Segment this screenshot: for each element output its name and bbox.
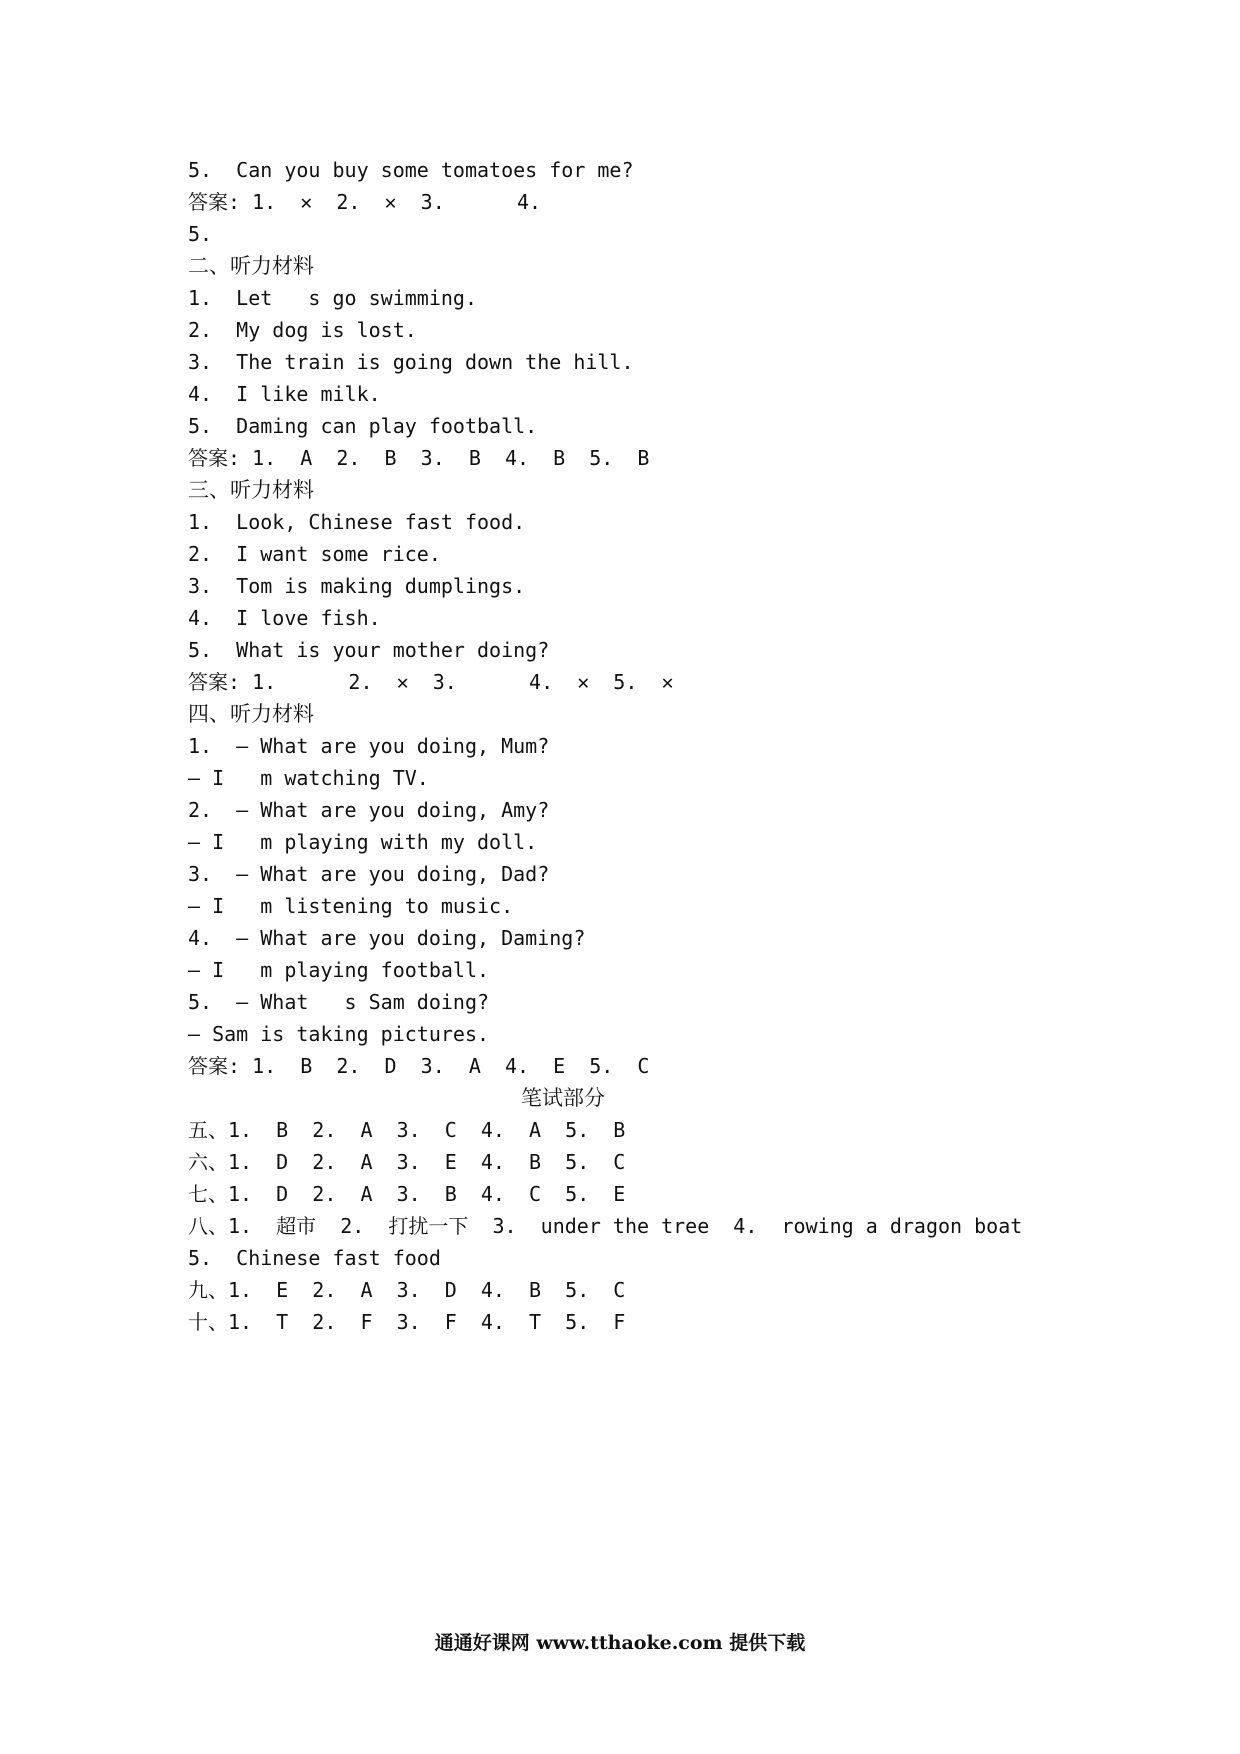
answer-line: 答案: 1. B 2. D 3. A 4. E 5. C <box>188 1054 650 1078</box>
answer-line: 答案: 1. 2. ✕ 3. 4. ✕ 5. ✕ <box>188 670 674 694</box>
listening-line: 2. I want some rice. <box>188 542 441 566</box>
listening-line: 4. I like milk. <box>188 382 381 406</box>
listening-line: 3. Tom is making dumplings. <box>188 574 526 598</box>
question-line: 5. Can you buy some tomatoes for me? <box>188 158 634 182</box>
answer-line-5: 五、1. B 2. A 3. C 4. A 5. B <box>188 1118 626 1142</box>
answer-document <box>188 154 1088 1338</box>
answer-line-9: 九、1. E 2. A 3. D 4. B 5. C <box>188 1278 626 1302</box>
listening-line: 3. The train is going down the hill. <box>188 350 634 374</box>
dialogue-line: 3. — What are you doing, Dad? <box>188 862 550 886</box>
dialogue-line: — I m playing with my doll. <box>188 830 538 854</box>
dialogue-line: 2. — What are you doing, Amy? <box>188 798 550 822</box>
listening-line: 5. What is your mother doing? <box>188 638 550 662</box>
dialogue-line: — I m watching TV. <box>188 766 429 790</box>
answer-line-7: 七、1. D 2. A 3. B 4. C 5. E <box>188 1182 626 1206</box>
dialogue-line: — Sam is taking pictures. <box>188 1022 490 1046</box>
page-footer: 通通好课网 www.tthaoke.com 提供下载 <box>434 1632 806 1654</box>
dialogue-line: — I m listening to music. <box>188 894 514 918</box>
dialogue-line: 1. — What are you doing, Mum? <box>188 734 550 758</box>
dialogue-line: 4. — What are you doing, Daming? <box>188 926 586 950</box>
listening-line: 5. Daming can play football. <box>188 414 538 438</box>
answer-line-10: 十、1. T 2. F 3. F 4. T 5. F <box>188 1310 626 1334</box>
answer-line-8: 八、1. 超市 2. 打扰一下 3. under the tree 4. rowing a dragon boat <box>188 1214 1023 1238</box>
listening-line: 4. I love fish. <box>188 606 381 630</box>
listening-line: 2. My dog is lost. <box>188 318 417 342</box>
listening-line: 1. Look, Chinese fast food. <box>188 510 526 534</box>
section-heading-4: 四、听力材料 <box>188 702 314 726</box>
answer-line: 答案: 1. ✕ 2. ✕ 3. 4. <box>188 190 542 214</box>
listening-line: 1. Let s go swimming. <box>188 286 477 310</box>
written-section-heading: 笔试部分 <box>521 1086 605 1110</box>
dialogue-line: — I m playing football. <box>188 958 490 982</box>
section-heading-3: 三、听力材料 <box>188 478 314 502</box>
answer-line-6: 六、1. D 2. A 3. E 4. B 5. C <box>188 1150 626 1174</box>
answer-line: 答案: 1. A 2. B 3. B 4. B 5. B <box>188 446 650 470</box>
answer-line-8-continued: 5. Chinese fast food <box>188 1246 441 1270</box>
dialogue-line: 5. — What s Sam doing? <box>188 990 490 1014</box>
section-heading-2: 二、听力材料 <box>188 254 314 278</box>
answer-line-continued: 5. <box>188 222 213 246</box>
